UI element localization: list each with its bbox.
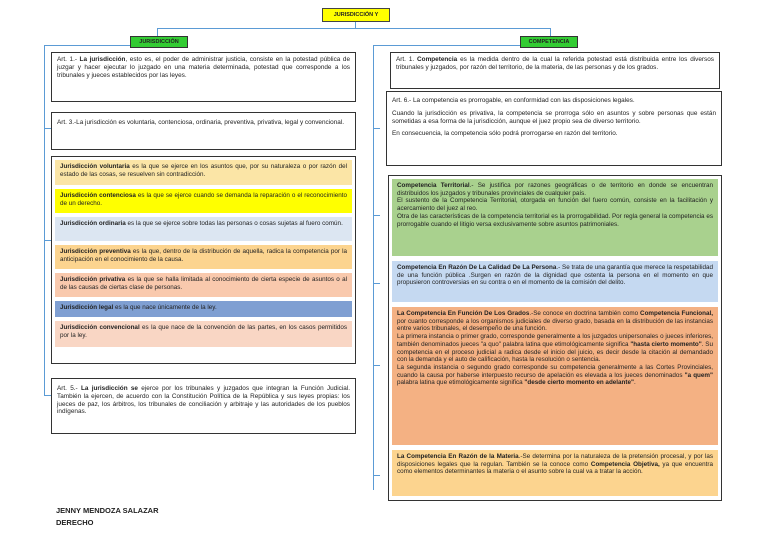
type-term: Jurisdicción privativa — [60, 276, 126, 283]
type-term: Jurisdicción contenciosa — [60, 192, 136, 199]
type-text: es la que se halla limitada al conocimiento de cierta especie de asuntos o al de las causas de ciertas clase de personas. — [60, 276, 347, 291]
root-title: JURISDICCIÓN Y — [322, 8, 390, 22]
heading-competencia: COMPETENCIA — [520, 36, 578, 48]
type-term: Jurisdicción preventiva — [60, 248, 131, 255]
type-contenciosa — [55, 189, 352, 213]
persona-text: .- Se trata de una garantía que merece la respetabilidad de una función pública .Surgen en razón de la dignidad que ostenta la persona en el momento en que propusieron controversias en su contra o en el momento de la comisión del delito. — [397, 264, 713, 287]
grados-t6: palabra latina que etimológicamente significa — [397, 379, 525, 387]
grados-term: La Competencia En Función De Los Grados — [397, 310, 530, 317]
type-convencional — [55, 321, 352, 347]
type-text: es la que, dentro de la distribución de aquella, radica la competencia por la anticipación en el conocimiento de la causa. — [60, 248, 348, 263]
materia-t2: ya que encuentra como elementos determinantes la materia o el asunto sobre la cual va a tratar la acción. — [397, 460, 714, 476]
persona-term: Competencia En Razón De La Calidad De La Persona — [397, 264, 557, 271]
connector-left-types — [44, 240, 51, 241]
jurisdiccion-types-box — [51, 156, 356, 364]
type-text: es la que se ejerce en los asuntos que, por su naturaleza o por razón del estado de las cosas, se resuelven sin contradicción. — [60, 163, 347, 178]
connector-horizontal — [157, 28, 550, 29]
grados-bold3: "a quem" — [684, 371, 713, 379]
materia-t1: .-Se determina por la naturaleza de la pretensión procesal, y por las disposiciones legales que la regulan. También se la conoce como — [397, 453, 713, 468]
art5-text: ejerce por los tribunales y juzgados que integran la Función Judicial. También la ejercen, de acuerdo con la Constitución Política de la República y sus leyes propias: los jueces de paz, los árbitros, los tribunales de conciliación y arbitraje y las autoridades de los pueblos indígenas. — [57, 385, 351, 416]
grados-t4: . Su competencia en el proceso judicial a radica desde el inicio del juicio, es decir desde la citación al demandado con la demanda y el auto de calificación, hasta la resolución o sentencia. — [397, 340, 713, 364]
type-legal — [55, 301, 352, 317]
type-text: es la que nace de la convención de las partes, en los casos permitidos por la ley. — [60, 324, 347, 339]
author-name: JENNY MENDOZA SALAZAR — [56, 506, 159, 515]
grados-t7: . — [633, 379, 636, 387]
grados-bold2: "hasta cierto momento" — [630, 340, 702, 348]
connector-left-art5 — [44, 395, 51, 396]
connector-left-art3 — [44, 128, 51, 129]
type-term: Jurisdicción voluntaria — [60, 163, 130, 170]
art6-box — [386, 91, 722, 166]
competencia-materia — [392, 450, 718, 496]
type-privativa — [55, 273, 352, 297]
connector-right-down — [550, 28, 551, 36]
art5-prefix: Art. 5.- — [57, 385, 81, 392]
connector-left-spine — [44, 45, 45, 395]
territorial-term: Competencia Territorial — [397, 182, 470, 189]
type-text: es la que se ejerce cuando se demanda la reparación o el reconocimiento de un derecho. — [60, 192, 347, 207]
type-voluntaria — [55, 160, 352, 185]
type-text: es la que se ejerce sobre todas las personas o cosas sujetas al fuero común. — [125, 220, 343, 227]
art1-competencia-box — [390, 52, 720, 89]
grados-t3: La primera instancia o primer grado, corresponde generalmente a los juzgados unipersonales o jueces inferiores, también denominados jueces "a quo" palabra latina que etimológicamente significa — [397, 333, 713, 348]
art3-box — [51, 112, 356, 150]
grados-t5: La segunda instancia o segundo grado corresponde su competencia generalmente a las Cortes Provinciales, cuando la causa por haberse interpuesto recurso de apelación es elevada a los jueces denominados — [397, 363, 713, 379]
art5-box — [51, 378, 356, 434]
competencia-grados — [392, 307, 718, 445]
territorial-text1: .- Se justifica por razones geográficas o de territorio en donde se encuentran distribuidos los juzgados y tribunales provinciales de cualquier país. — [397, 182, 713, 197]
art1-jurisdiccion-box — [51, 52, 356, 102]
art1c-prefix: Art. 1. — [396, 56, 418, 63]
connector-right-persona — [373, 283, 380, 284]
type-term: Jurisdicción legal — [60, 304, 114, 311]
connector-right-territorial — [373, 215, 380, 216]
competencia-persona — [392, 261, 718, 302]
grados-t1: .-Se conoce en doctrina también como — [529, 310, 641, 317]
type-term: Jurisdicción convencional — [60, 324, 140, 331]
art1c-term: Competencia — [417, 56, 458, 63]
connector-right-spine — [373, 45, 374, 490]
art6-p3: En consecuencia, la competencia sólo podrá prorrogarse en razón del territorio. — [392, 130, 618, 138]
art6-p1: Art. 6.- La competencia es prorrogable, en conformidad con las disposiciones legales. — [392, 97, 635, 104]
type-ordinaria — [55, 217, 352, 241]
heading-jurisdiccion: JURISDICCIÓN — [130, 36, 188, 48]
connector-right-art6 — [373, 128, 380, 129]
grados-t2: por cuanto corresponde a los organismos judiciales de diverso grado, basada en la distribución de las instancias entre varios tribunales, el desempeño de una función. — [397, 317, 713, 333]
connector-left-down — [157, 28, 158, 36]
connector-right-grados — [373, 365, 380, 366]
materia-bold1: Competencia Objetiva, — [590, 460, 660, 468]
type-text: es la que nace únicamente de la ley. — [113, 304, 217, 311]
materia-term: La Competencia En Razón de la Materia — [397, 453, 519, 460]
art6-p2: Cuando la jurisdicción es privativa, la competencia se prorroga sólo en asuntos y sobre personas que están sometidas a esa forma de la jurisdicción, aunque el juez propio sea de diverso territorio. — [392, 109, 716, 125]
art5-term: La jurisdicción se — [80, 385, 138, 392]
connector-right-materia — [373, 475, 380, 476]
art3-text: Art. 3.-La jurisdicción es voluntaria, contenciosa, ordinaria, preventiva, privativa, legal y convencional. — [57, 119, 345, 126]
art1-term: La jurisdicción — [79, 56, 126, 63]
territorial-text2: El sustento de la Competencia Territorial, otorgada en función del fuero común, consiste en la facilitación y acercamiento del juez al reo. — [397, 197, 713, 213]
art1c-text: es la medida dentro de la cual la referida potestad está distribuida entre los diversos tribunales y juzgados, por razón del territorio, de la materia, de las personas y de los grados. — [396, 56, 714, 71]
art1-prefix: Art. 1.- — [57, 56, 80, 63]
type-term: Jurisdicción ordinaria — [60, 220, 126, 227]
grados-bold4: "desde cierto momento en adelante" — [524, 379, 634, 387]
competencia-territorial — [392, 179, 718, 256]
author-subject: DERECHO — [56, 518, 94, 527]
territorial-text3: Otra de las características de la competencia territorial es la prorrogabilidad. Por regla general la competencia es prorrogable cuando el litigio versa exclusivamente sobre asuntos patrimoniales. — [397, 212, 713, 228]
art1-text: , esto es, el poder de administrar justicia, consiste en la potestad pública de juzgar y hacer ejecutar lo juzgado en una materia determinada, potestad que corresponde a los tribunales y jueces establecidos por las leyes. — [57, 56, 350, 79]
type-preventiva — [55, 245, 352, 269]
grados-bold1: Competencia Funcional, — [640, 310, 713, 317]
competencia-types-box — [388, 175, 722, 501]
